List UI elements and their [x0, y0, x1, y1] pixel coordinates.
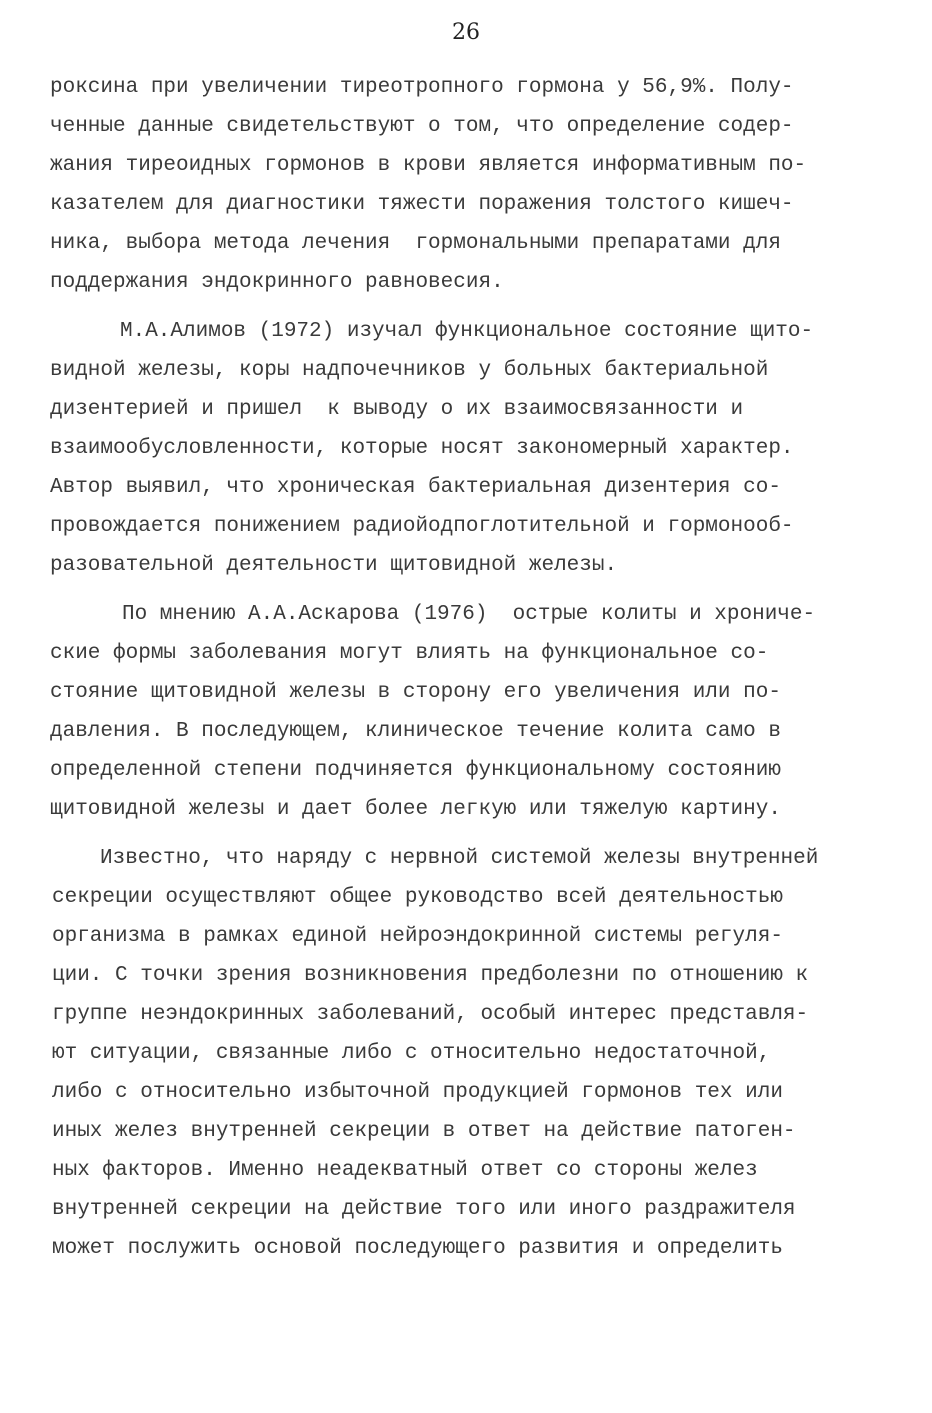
- text-line: казателем для диагностики тяжести поражения толстого кишеч-: [50, 193, 794, 216]
- text-line: организма в рамках единой нейроэндокринной системы регуля-: [52, 925, 783, 948]
- page-number: 26: [452, 20, 480, 45]
- text-line: может послужить основой последующего развития и определить: [52, 1237, 783, 1260]
- text-line: либо с относительно избыточной продукцией гормонов тех или: [52, 1081, 783, 1104]
- text-line: разовательной деятельности щитовидной железы.: [50, 554, 618, 577]
- text-line: ют ситуации, связанные либо с относительно недостаточной,: [52, 1042, 771, 1065]
- text-line: группе неэндокринных заболеваний, особый интерес представля-: [52, 1003, 809, 1026]
- text-line: М.А.Алимов (1972) изучал функциональное состояние щито-: [120, 320, 814, 343]
- text-line: щитовидной железы и дает более легкую или тяжелую картину.: [50, 798, 781, 821]
- text-line: поддержания эндокринного равновесия.: [50, 271, 504, 294]
- text-line: внутренней секреции на действие того или иного раздражителя: [52, 1198, 796, 1221]
- text-line: ции. С точки зрения возникновения предболезни по отношению к: [52, 964, 809, 987]
- text-line: иных желез внутренней секреции в ответ на действие патоген-: [52, 1120, 796, 1143]
- text-line: ника, выбора метода лечения гормональными препаратами для: [50, 232, 781, 255]
- text-line: определенной степени подчиняется функциональному состоянию: [50, 759, 781, 782]
- text-line: ченные данные свидетельствуют о том, что определение содер-: [50, 115, 794, 138]
- text-line: По мнению А.А.Аскарова (1976) острые колиты и хрониче-: [122, 603, 816, 626]
- text-line: провождается понижением радиойодпоглотительной и гормонооб-: [50, 515, 794, 538]
- text-line: взаимообусловленности, которые носят закономерный характер.: [50, 437, 794, 460]
- text-line: Автор выявил, что хроническая бактериальная дизентерия со-: [50, 476, 781, 499]
- text-line: роксина при увеличении тиреотропного гормона у 56,9%. Полу-: [50, 76, 794, 99]
- text-line: стояние щитовидной железы в сторону его увеличения или по-: [50, 681, 781, 704]
- text-line: ские формы заболевания могут влиять на функциональное со-: [50, 642, 769, 665]
- text-line: дизентерией и пришел к выводу о их взаимосвязанности и: [50, 398, 744, 421]
- text-line: жания тиреоидных гормонов в крови является информативным по-: [50, 154, 807, 177]
- text-line: видной железы, коры надпочечников у больных бактериальной: [50, 359, 769, 382]
- text-line: давления. В последующем, клиническое течение колита само в: [50, 720, 781, 743]
- text-line: ных факторов. Именно неадекватный ответ со стороны желез: [52, 1159, 758, 1182]
- text-line: секреции осуществляют общее руководство всей деятельностью: [52, 886, 783, 909]
- text-line: Известно, что наряду с нервной системой железы внутренней: [100, 847, 819, 870]
